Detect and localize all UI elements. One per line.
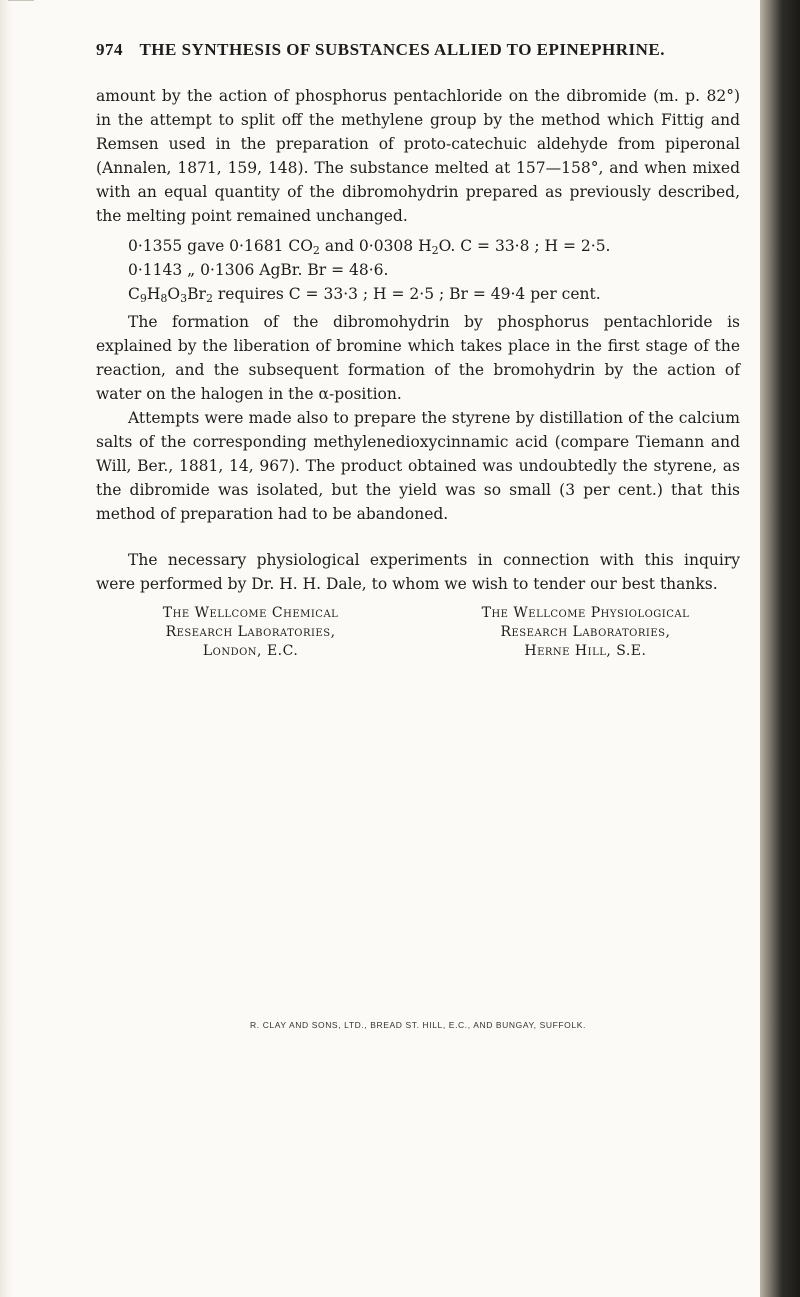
- signature-block: [96, 604, 740, 661]
- paragraph-4: The necessary physiological experiments in connection with this inquiry were performed by Dr. H. H. Dale, to whom we wish to tender our best thanks.: [96, 551, 740, 593]
- document-page: [96, 40, 740, 661]
- signature-right: The Wellcome Physiological Research Laboratories, Herne Hill, S.E.: [481, 605, 690, 659]
- running-title: THE SYNTHESIS OF SUBSTANCES ALLIED TO EPINEPHRINE.: [139, 40, 666, 59]
- analysis-line-3: $C_9H_8O_3Br_2$ requires C = 33·3 ; H = 2·5 ; Br = 49·4 per cent.: [128, 285, 601, 305]
- paragraph-1: amount by the action of phosphorus pentachloride on the dibromide (m. p. 82°) in the attempt to split off the methylene group by the method which Fittig and Remsen used in the preparation of proto-catechuic aldehyde from piperonal (Annalen, 1871, 159, 148). The substance melted at 157—158°, and when mixed with an equal quantity of the dibromohydrin prepared as previously described, the melting point remained unchanged.: [96, 87, 740, 225]
- book-spine-shadow: [760, 0, 800, 1297]
- page-left-edge: [0, 0, 12, 1297]
- analysis-line-2: 0·1143 „ 0·1306 AgBr. Br = 48·6.: [128, 261, 389, 279]
- body-text: [96, 84, 740, 661]
- paragraph-2: The formation of the dibromohydrin by phosphorus pentachloride is explained by the liberation of bromine which takes place in the first stage of the reaction, and the subsequent formation of the bromohydrin by the action of water on the halogen in the α-position.: [96, 313, 740, 403]
- paragraph-3: Attempts were made also to prepare the styrene by distillation of the calcium salts of the corresponding methylenedioxycinnamic acid (compare Tiemann and Will, Ber., 1881, 14, 967). The product obtained was undoubtedly the styrene, as the dibromide was isolated, but the yield was so small (3 per cent.) that this method of preparation had to be abandoned.: [96, 409, 740, 523]
- analysis-line-1: 0·1355 gave 0·1681 $CO_2$ and 0·0308 $H_2O$. C = 33·8 ; H = 2·5.: [128, 237, 611, 257]
- analysis-block: [96, 234, 740, 306]
- running-header: [96, 40, 740, 66]
- page-number: 974: [96, 40, 123, 59]
- signature-left: The Wellcome Chemical Research Laboratories, London, E.C.: [162, 605, 339, 659]
- printer-imprint: R. CLAY AND SONS, LTD., BREAD ST. HILL, E.C., AND BUNGAY, SUFFOLK.: [250, 1020, 586, 1030]
